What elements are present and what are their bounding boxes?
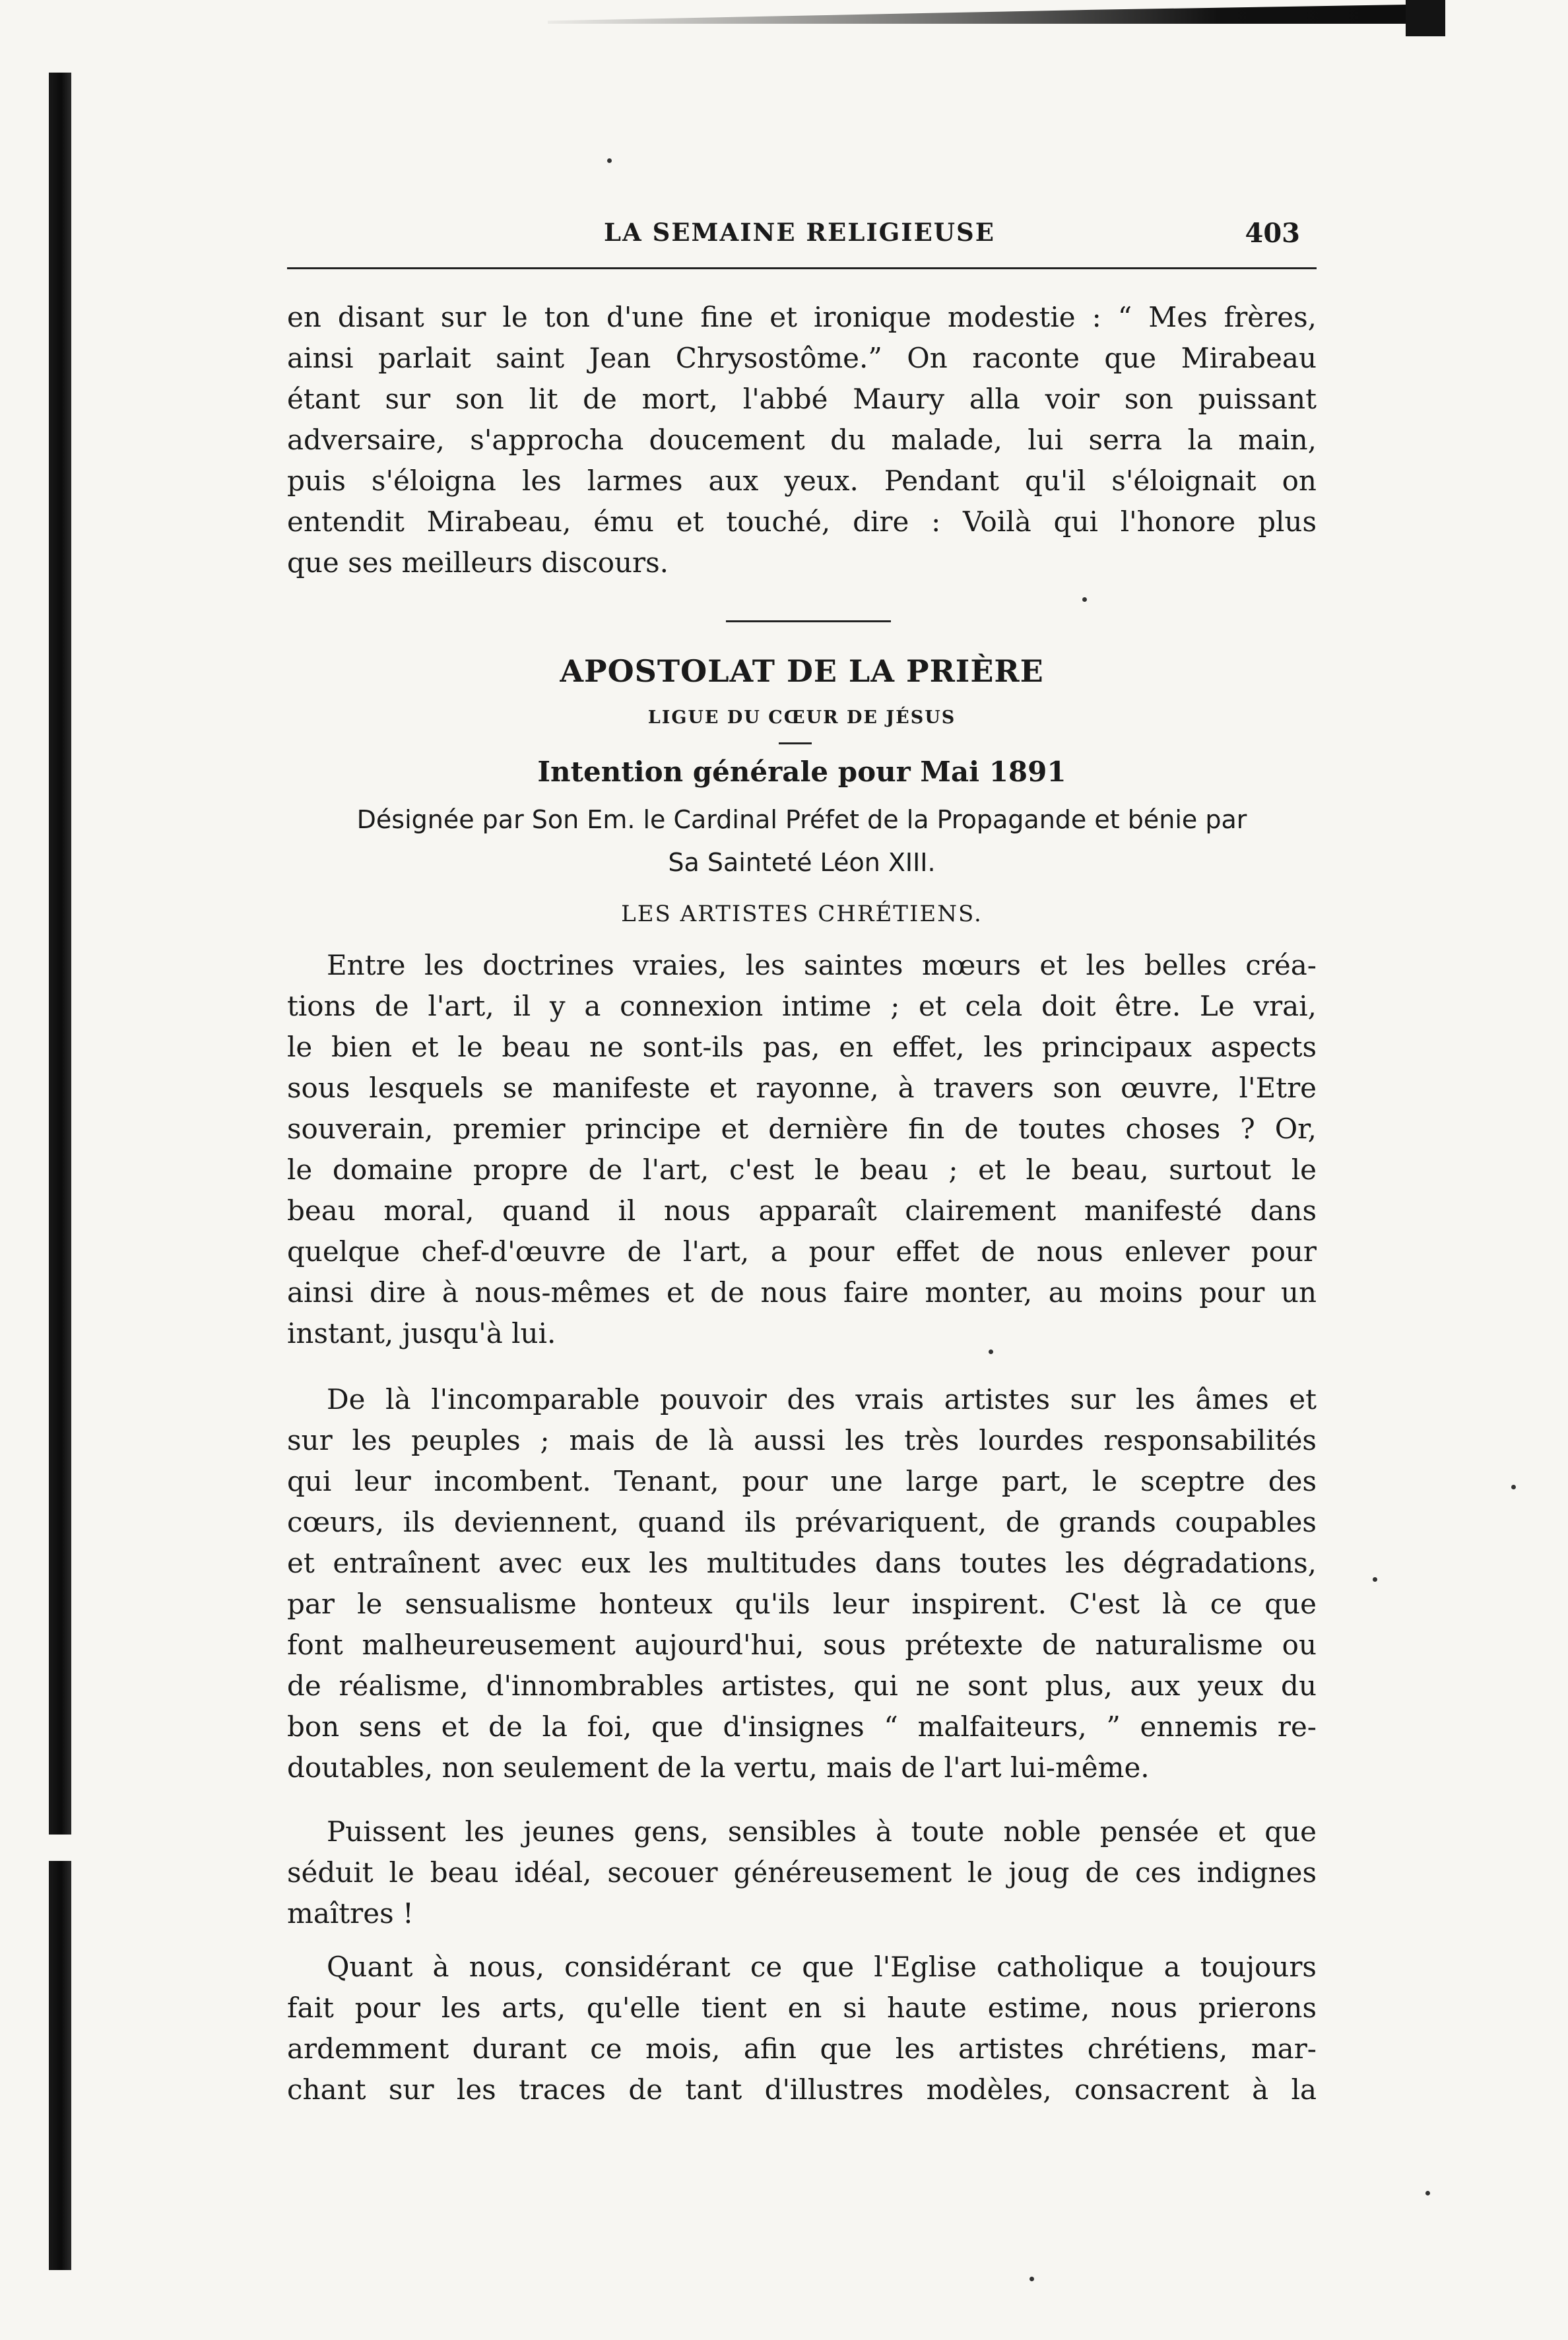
section-divider <box>726 620 891 622</box>
text-line: instant, jusqu'à lui. <box>287 1317 556 1349</box>
text-line: sous lesquels se manifeste et rayonne, à travers son œuvre, l'Etre <box>287 1072 1317 1104</box>
text-line: Puissent les jeunes gens, sensibles à toute noble pensée et que <box>327 1815 1317 1848</box>
artists-subheading: LES ARTISTES CHRÉTIENS. <box>621 901 983 927</box>
text-line: ainsi parlait saint Jean Chrysostôme.” On raconte que Mirabeau <box>287 342 1317 374</box>
text-line: qui leur incombent. Tenant, pour une large part, le sceptre des <box>287 1465 1317 1497</box>
text-line: étant sur son lit de mort, l'abbé Maury alla voir son puissant <box>287 383 1317 415</box>
subtitle-dash <box>779 742 812 744</box>
text-line: font malheureusement aujourd'hui, sous prétexte de naturalisme ou <box>287 1629 1317 1661</box>
text-line: le bien et le beau ne sont-ils pas, en effet, les principaux aspects <box>287 1031 1317 1063</box>
text-line: Quant à nous, considérant ce que l'Eglise catholique a toujours <box>327 1951 1317 1983</box>
text-line: quelque chef-d'œuvre de l'art, a pour effet de nous enlever pour <box>287 1235 1317 1268</box>
text-line: séduit le beau idéal, secouer généreusement le joug de ces indignes <box>287 1856 1317 1889</box>
section-title: APOSTOLAT DE LA PRIÈRE <box>560 653 1044 689</box>
text-line: beau moral, quand il nous apparaît clairement manifesté dans <box>287 1194 1317 1227</box>
paragraph <box>287 1947 1317 2110</box>
text-line: Entre les doctrines vraies, les saintes mœurs et les belles créa- <box>327 949 1317 981</box>
text-line: fait pour les arts, qu'elle tient en si haute estime, nous prierons <box>287 1992 1317 2024</box>
intro-paragraph <box>287 297 1317 583</box>
speck <box>607 158 612 163</box>
page-number: 403 <box>1245 218 1300 249</box>
text-line: chant sur les traces de tant d'illustres modèles, consacrent à la <box>287 2073 1317 2106</box>
running-title: LA SEMAINE RELIGIEUSE <box>604 218 995 247</box>
text-line: en disant sur le ton d'une fine et ironique modestie : “ Mes frères, <box>287 301 1317 333</box>
speck <box>1029 2277 1034 2281</box>
text-line: doutables, non seulement de la vertu, mais de l'art lui-même. <box>287 1751 1150 1784</box>
text-line: maîtres ! <box>287 1897 414 1930</box>
speck <box>1082 597 1087 602</box>
scan-corner-shadow <box>1406 0 1445 36</box>
text-line: et entraînent avec eux les multitudes dans toutes les dégradations, <box>287 1547 1317 1579</box>
section-subtitle: LIGUE DU CŒUR DE JÉSUS <box>647 707 956 728</box>
header-rule <box>287 267 1317 269</box>
intention-heading: Intention générale pour Mai 1891 <box>537 756 1066 788</box>
text-line: sur les peuples ; mais de là aussi les très lourdes responsabilités <box>287 1424 1317 1456</box>
text-line: cœurs, ils deviennent, quand ils prévariquent, de grands coupables <box>287 1506 1317 1538</box>
scan-edge-shadow-top <box>548 4 1445 24</box>
text-line: bon sens et de la foi, que d'insignes “ malfaiteurs, ” ennemis re- <box>287 1710 1317 1743</box>
paragraph <box>287 945 1317 1354</box>
text-line: tions de l'art, il y a connexion intime ; et cela doit être. Le vrai, <box>287 990 1317 1022</box>
text-line: par le sensualisme honteux qu'ils leur inspirent. C'est là ce que <box>287 1588 1317 1620</box>
running-head <box>287 218 1320 252</box>
scan-shadow-gap <box>49 1835 71 1861</box>
text-line: le domaine propre de l'art, c'est le beau ; et le beau, surtout le <box>287 1154 1317 1186</box>
text-line: ainsi dire à nous-mêmes et de nous faire monter, au moins pour un <box>287 1276 1317 1309</box>
text-line: souverain, premier principe et dernière fin de toutes choses ? Or, <box>287 1113 1317 1145</box>
speck <box>1373 1577 1377 1582</box>
speck <box>1425 2191 1430 2195</box>
text-line: que ses meilleurs discours. <box>287 546 669 579</box>
text-line: de réalisme, d'innombrables artistes, qui ne sont plus, aux yeux du <box>287 1670 1317 1702</box>
designee-line: Sa Sainteté Léon XIII. <box>668 848 936 877</box>
scan-binding-shadow-left <box>49 73 71 2270</box>
text-line: ardemment durant ce mois, afin que les artistes chrétiens, mar- <box>287 2032 1317 2065</box>
text-line: entendit Mirabeau, ému et touché, dire : Voilà qui l'honore plus <box>287 505 1317 538</box>
designee-line: Désignée par Son Em. le Cardinal Préfet de la Propagande et bénie par <box>356 805 1247 834</box>
paragraph <box>287 1379 1317 1788</box>
text-line: adversaire, s'approcha doucement du malade, lui serra la main, <box>287 424 1317 456</box>
paragraph <box>287 1811 1317 1934</box>
speck <box>1511 1485 1516 1489</box>
text-line: De là l'incomparable pouvoir des vrais artistes sur les âmes et <box>327 1383 1317 1415</box>
text-line: puis s'éloigna les larmes aux yeux. Pendant qu'il s'éloignait on <box>287 465 1317 497</box>
